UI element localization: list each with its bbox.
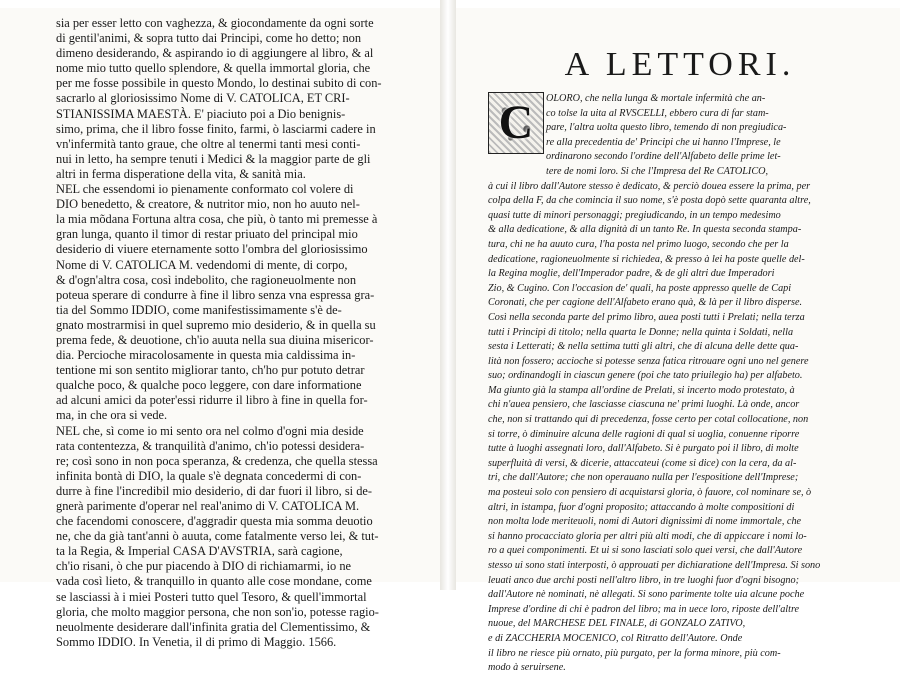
text-line: si hanno procacciato gloria per altri più alti modi, che di appiccare i nomi lo- bbox=[488, 530, 807, 542]
text-line: che, non si trattando qui di precedenza, fosse certo per cotal collocatione, non bbox=[488, 414, 809, 426]
text-line: desiderio di viuere eternamente sotto l'ombra del gloriosissimo bbox=[56, 242, 368, 257]
text-line: quasi tutte di minori personaggi; pregiudicando, in un tempo medesimo bbox=[488, 209, 781, 221]
text-line: qualche poco, & qualche poco leggere, con dare informatione bbox=[56, 378, 362, 393]
text-line: ne, che da già tant'anni ò auuta, come fatalmente verso lei, & tut- bbox=[56, 529, 379, 544]
text-line: re alla precedentia de' Principi che ui hanno l'Imprese, le bbox=[546, 136, 781, 148]
text-line: & d'ogn'altra cosa, così indebolito, che ragioneuolmente non bbox=[56, 272, 357, 287]
text-line: dia. Percioche miracolosamente in questa mia caldissima in- bbox=[56, 348, 356, 363]
text-line: modo à seruirsene. bbox=[488, 662, 566, 674]
text-line: tutti i Principi di titolo; nella quarta le Donne; nella quinta i Soldati, nella bbox=[488, 326, 794, 338]
left-page bbox=[0, 8, 440, 649]
text-line: NEL che, sì come io mi sento ora nel colmo d'ogni mia deside bbox=[56, 423, 364, 438]
text-line: Zio, & Cugino. Con l'occasion de' quali, ha poste appresso quelle de Capi bbox=[488, 282, 792, 294]
text-line: tutte à luoghi assegnati loro, dall'Alfabeto. Si è purgato poi il libro, di molte bbox=[488, 443, 799, 455]
text-line: tere de nomi loro. Si che l'Impresa del Re CATOLICO, bbox=[546, 165, 769, 177]
text-line: di gentil'animi, & sopra tutto dai Principi, come ho detto; non bbox=[56, 31, 362, 46]
text-line: pare, l'altra uolta questo libro, temendo di non pregiudica- bbox=[546, 122, 787, 134]
text-line: neuolmente desiderare dall'infinita gratia del Clementissimo, & bbox=[56, 619, 371, 634]
text-line: lità non fossero; accioche si potesse senza fatica ritrouare ogni uno nel genere bbox=[488, 355, 809, 367]
text-line: sacrarlo al gloriosissimo Nome di V. CATOLICA, ET CRI- bbox=[56, 91, 350, 106]
text-line: tri, che dall'Autore; che non operauano nulla per l'espositione dell'Imprese; bbox=[488, 472, 799, 484]
text-line: OLORO, che nella lunga & mortale infermità che an- bbox=[546, 93, 766, 104]
text-line: simo, prima, che il libro fosse finito, farmi, ò lasciarmi cadere in bbox=[56, 121, 376, 136]
text-line: altri in ferma disperatione della vita, & sanità mia. bbox=[56, 166, 306, 181]
text-line: la Regina moglie, dell'Imperador padre, & de gli altri due Imperadori bbox=[488, 268, 775, 280]
text-line: ta la Regia, & Imperial CASA D'AVSTRIA, sarà cagione, bbox=[56, 544, 343, 559]
text-line: tura, chi ne ha auuto cura, l'ha posta nel primo luogo, secondo che per la bbox=[488, 238, 789, 250]
text-line: Nome di V. CATOLICA M. vedendomi di mente, di corpo, bbox=[56, 257, 348, 272]
text-line: DIO benedetto, & creatore, & nutritor mio, non ho auuto nel- bbox=[56, 197, 360, 212]
text-line: se lasciassi à i miei Posteri tutto quel Tesoro, & quell'immortal bbox=[56, 589, 367, 604]
text-line: ad alcuni amici da poter'essi ridurre il libro à fine in quella for- bbox=[56, 393, 368, 408]
right-page-text bbox=[488, 92, 886, 676]
text-line: ch'io risani, ò che pur piacendo à DIO di richiamarmi, io ne bbox=[56, 559, 352, 574]
text-line: NEL che essendomi io pienamente conformato col volere di bbox=[56, 182, 354, 197]
decorated-initial-letter: C bbox=[498, 96, 534, 149]
text-line: il libro ne riesce più ornato, più purgato, per la forma minore, più com- bbox=[488, 647, 781, 659]
text-line: Coronati, che per cagione dell'Alfabeto erano quà, & là per il libro disperse. bbox=[488, 297, 803, 309]
text-line: ordinarono secondo l'ordine dell'Alfabeto delle prime let- bbox=[546, 151, 781, 163]
text-line: dimeno desiderando, & aspirando io di aggiungere al libro, & al bbox=[56, 46, 374, 61]
text-line: sia per esser letto con vaghezza, & giocondamente da ogni sorte bbox=[56, 16, 374, 30]
text-line: co tolse la uita al RVSCELLI, ebbero cura di far stam- bbox=[546, 107, 769, 119]
text-line: Imprese d'ordine di chi è padron del libro; ma in uece loro, riposte dell'altre bbox=[488, 603, 800, 615]
text-line: ma posteui solo con pensiero di acquistarsi gloria, ò fauore, col nominare se, ò bbox=[488, 487, 812, 499]
text-line: gloria, che molto maggior persona, che non son'io, potesse ragio- bbox=[56, 604, 379, 619]
text-line: rata contentezza, & tranquilità d'animo, ch'io potessi desidera- bbox=[56, 438, 365, 453]
text-line: ma, in che ora si vede. bbox=[56, 408, 168, 423]
text-line: colpa della F, da che comincia il suo nome, s'è posta dopò sette quaranta altre, bbox=[488, 195, 811, 207]
text-line: Ma giunto già la stampa all'ordine de Prelati, si incerto modo protestato, à bbox=[488, 384, 795, 396]
left-page-text bbox=[56, 16, 428, 650]
text-line: non molta lode meriteuoli, nomi di Autori dignissimi di nome immortale, che bbox=[488, 516, 802, 528]
text-line: superfluità di versi, & dicerie, attaccateui (come si dice) con la cera, da al- bbox=[488, 457, 797, 469]
text-line: suo; ordinandogli in ciascun genere (poi che tato priuilegio ha) per alfabeto. bbox=[488, 370, 803, 382]
text-line: nuoue, del MARCHESE DEL FINALE, di GONZALO ZATIVO, bbox=[488, 618, 746, 630]
text-line: re; così sono in non poca speranza, & credenza, che quella stessa bbox=[56, 453, 378, 468]
text-line: tentione mi son sentito migliorar tanto, ch'ho pur potuto detrar bbox=[56, 363, 365, 378]
text-line: tia del Sommo IDDIO, come manifestissimamente s'è de- bbox=[56, 302, 342, 317]
right-page bbox=[456, 8, 900, 674]
text-line: gran lunga, quanto il timor di restar priuato del principal mio bbox=[56, 227, 358, 242]
text-line: & alla dedicatione, & alla dignità di un tanto Re. In questa seconda stampa- bbox=[488, 224, 802, 236]
text-line: stesso ui sono stati interposti, ò approuati per dichiaratione dell'Impresa. Si sono bbox=[488, 560, 821, 571]
text-line: chi n'auea pensiero, che lasciasse ciascuna ne' primi luoghi. Là onde, ancor bbox=[488, 399, 800, 411]
text-line: nome mio tutto quello splendore, & quella immortal gloria, che bbox=[56, 61, 371, 76]
text-line: dedicatione, ragioneuolmente si richiedea, & presso à lei ha poste quelle del- bbox=[488, 253, 805, 265]
text-line: Così nella seconda parte del primo libro, auea posti tutti i Prelati; nella terza bbox=[488, 311, 805, 323]
text-line: la mia mõdana Fortuna altra cosa, che più, ò tanto mi premesse à bbox=[56, 212, 378, 227]
text-line: STIANISSIMA MAESTÀ. E' piaciuto poi a Dio benignis- bbox=[56, 106, 346, 121]
text-line: infinita bontà di DIO, la quale s'è degnata concedermi di con- bbox=[56, 468, 362, 483]
book-gutter bbox=[440, 0, 456, 590]
text-line: gnerà parimente d'operar nel real'animo di V. CATOLICA M. bbox=[56, 499, 360, 513]
text-line: ro a quei componimenti. Et ui si sono lasciati solo quei versi, che dall'Autore bbox=[488, 545, 803, 557]
text-line: per me fosse possibile in questo Mondo, lo destinai subito di con- bbox=[56, 76, 382, 91]
text-line: altri, in istampa, fuor d'ogni proposito; attaccando à molte compositioni di bbox=[488, 501, 795, 513]
text-line: che facendomi conoscere, d'aggradir questa mia somma deuotio bbox=[56, 514, 373, 529]
text-line: sesta i Letterati; & nella settima tutti gli altri, che di alcuna delle dette qua- bbox=[488, 341, 799, 353]
text-line: poteua sperare di condurre à fine il libro senza vna espressa gra- bbox=[56, 287, 375, 302]
text-line: à cui il libro dall'Autore stesso è dedicato, & perciò douea essere la prima, per bbox=[488, 180, 811, 192]
text-line: durre à fine l'incredibil mio desiderio, di dar fuori il libro, si de- bbox=[56, 483, 373, 498]
text-line: prema fede, & deuotione, ch'io auuta nella sua diuina misericor- bbox=[56, 332, 374, 347]
text-line: leuati anco due archi posti nell'altro libro, in tre luoghi fuor d'ogni bisogno; bbox=[488, 574, 800, 586]
page-title: A LETTORI. bbox=[564, 46, 796, 83]
text-line: dall'Autore nè nominati, nè allegati. Si sono parimente tolte uia alcune poche bbox=[488, 589, 805, 601]
text-line: e di ZACCHERIA MOCENICO, col Ritratto dell'Autore. Onde bbox=[488, 632, 743, 644]
text-line: nui in letto, ha sempre tenuti i Medici & la maggior parte de gli bbox=[56, 151, 371, 166]
text-line: vada così lieto, & tranquillo in quanto alle cose mondane, come bbox=[56, 574, 372, 589]
text-line: vn'infermità tanto graue, che oltre al tenermi tanti mesi conti- bbox=[56, 136, 361, 151]
text-line: gnato mostrarmisi in quel supremo mio desiderio, & in quella su bbox=[56, 317, 376, 332]
text-line: si torre, ò diminuire alcuna delle ragioni di qual si uoglia, conuenne riporre bbox=[488, 428, 800, 440]
text-line: Sommo IDDIO. In Venetia, il di primo di Maggio. 1566. bbox=[56, 634, 337, 649]
